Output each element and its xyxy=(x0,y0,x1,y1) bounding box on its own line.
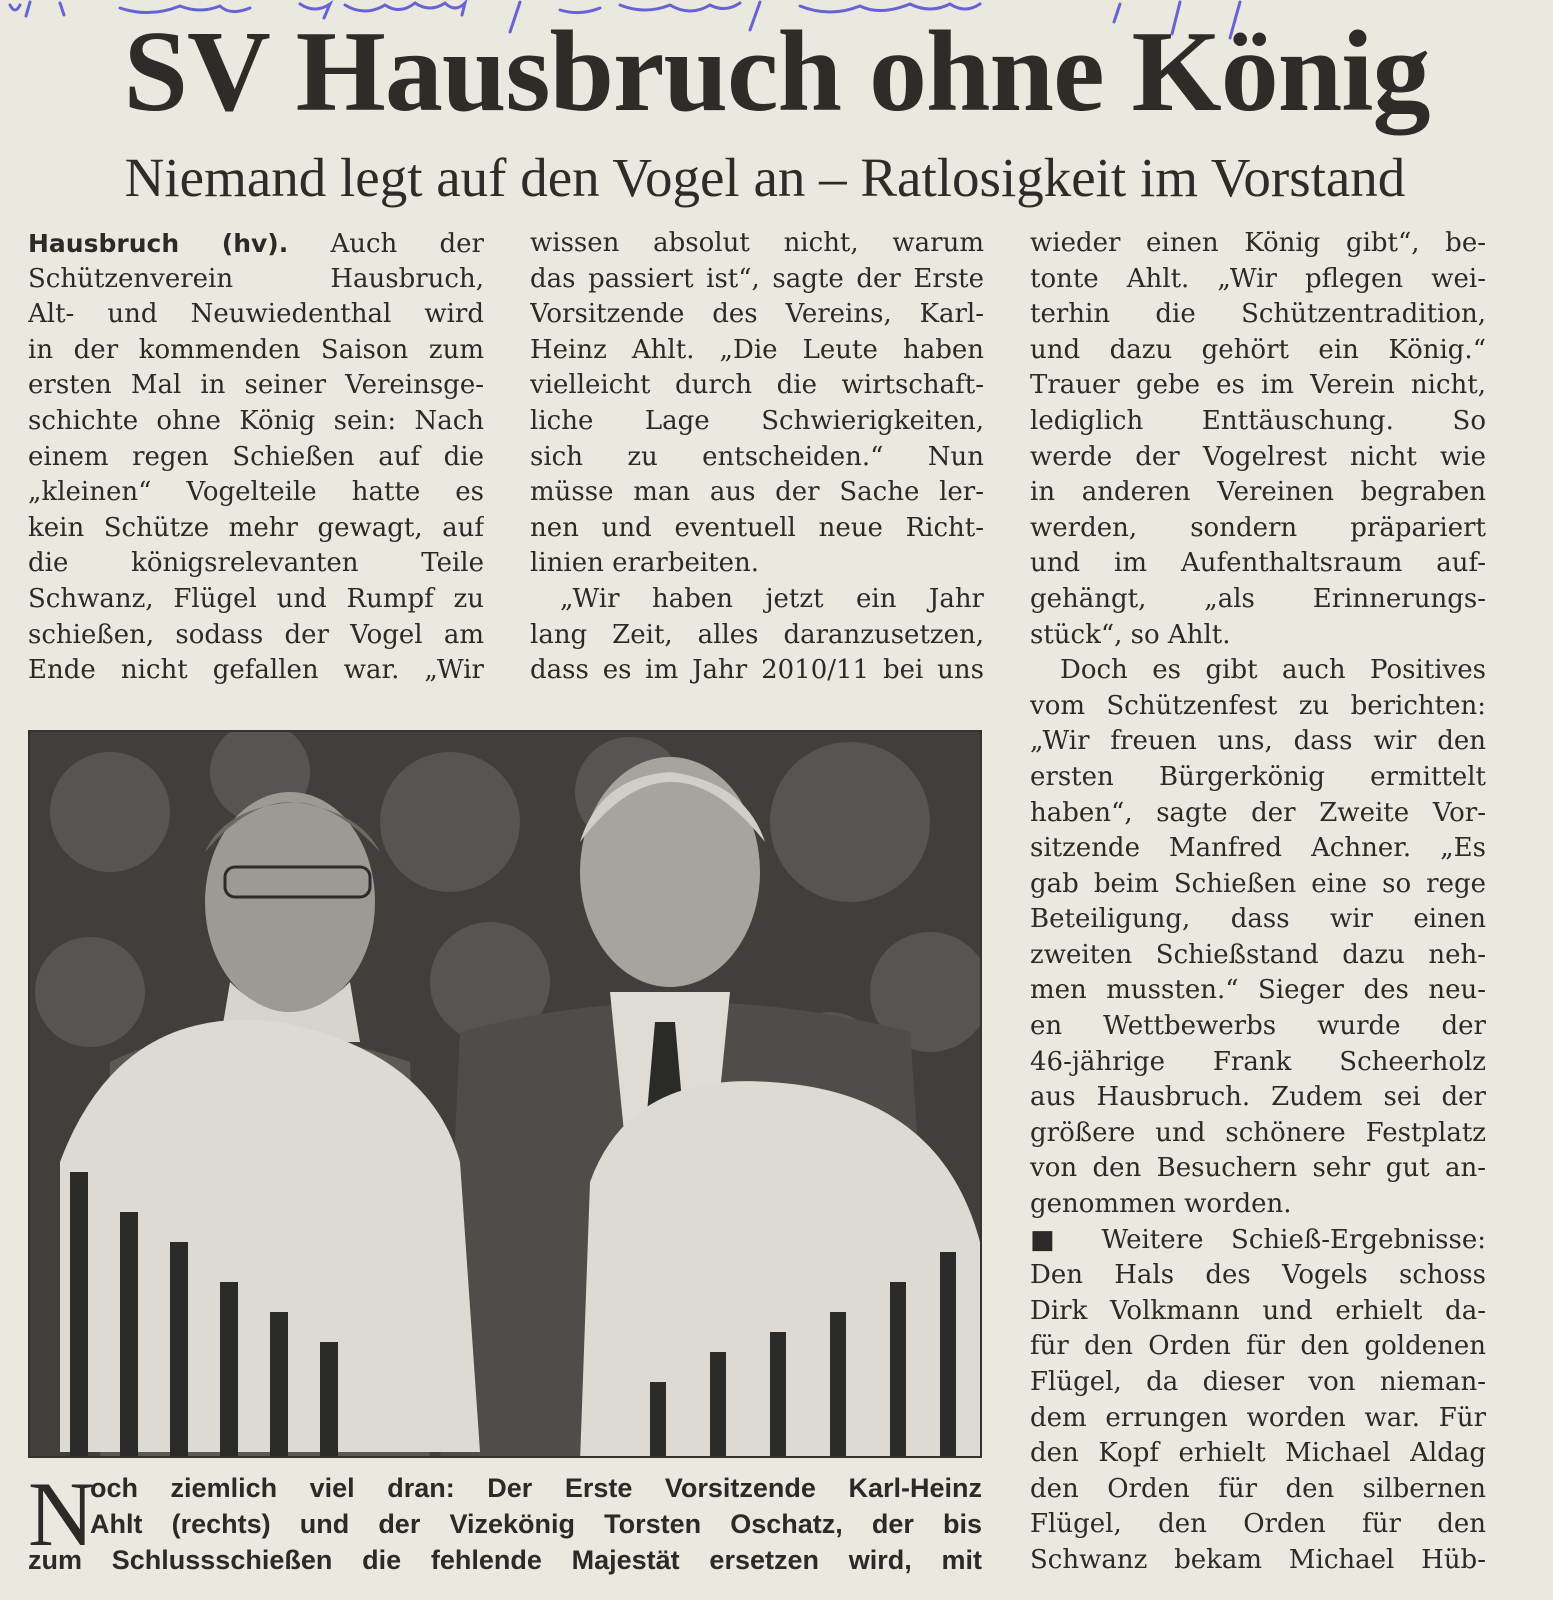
article-line: Trauer gebe es im Verein nicht, xyxy=(1030,370,1486,401)
article-line: dass es im Jahr 2010/11 bei uns xyxy=(530,655,984,686)
article-line: haben“, sagte der Zweite Vor- xyxy=(1030,797,1486,828)
article-line: Alt- und Neuwiedenthal wird xyxy=(28,299,484,330)
article-line: Schützenverein Hausbruch, xyxy=(28,263,484,294)
article-line: vom Schützenfest zu berichten: xyxy=(1030,690,1486,721)
article-line: schießen, sodass der Vogel am xyxy=(28,619,484,650)
article-line: dem errungen worden war. Für xyxy=(1030,1402,1486,1433)
article-line: terhin die Schützentradition, xyxy=(1030,299,1486,330)
article-line: größere und schönere Festplatz xyxy=(1030,1117,1486,1148)
article-line: Schwanz, Flügel und Rumpf zu xyxy=(28,583,484,614)
article-line: Heinz Ahlt. „Die Leute haben xyxy=(530,334,984,365)
article-line: „Wir haben jetzt ein Jahr xyxy=(560,583,984,614)
article-line: für den Orden für den goldenen xyxy=(1030,1331,1486,1362)
article-line: Doch es gibt auch Positives xyxy=(1060,655,1486,686)
article-line: den Orden für den silbernen xyxy=(1030,1473,1486,1504)
article-line: lang Zeit, alles daranzusetzen, xyxy=(530,619,984,650)
article-line: aus Hausbruch. Zudem sei der xyxy=(1030,1082,1486,1113)
article-line: den Kopf erhielt Michael Aldag xyxy=(1030,1438,1486,1469)
article-line: 46-jährige Frank Scheerholz xyxy=(1030,1046,1486,1077)
subheadline: Niemand legt auf den Vogel an – Ratlosigkeit im Vorstand xyxy=(124,147,1406,208)
article-line: en Wettbewerbs wurde der xyxy=(1030,1011,1486,1042)
article-line: werden, sondern präpariert xyxy=(1030,512,1486,543)
article-line: müsse man aus der Sache ler- xyxy=(530,477,984,508)
article-line: lediglich Enttäuschung. So xyxy=(1030,405,1486,436)
article-line: ■ Weitere Schieß-Ergebnisse: xyxy=(1030,1224,1486,1255)
article-line: „kleinen“ Vogelteile hatte es xyxy=(28,477,484,508)
article-line: nen und eventuell neue Richt- xyxy=(530,512,984,543)
article-line: Flügel, da dieser von nieman- xyxy=(1030,1367,1486,1397)
article-line: Ende nicht gefallen war. „Wir xyxy=(28,655,484,686)
article-line: ersten Bürgerkönig ermittelt xyxy=(1030,761,1486,792)
article-line: stück“, so Ahlt. xyxy=(1030,619,1231,650)
article-line: werde der Vogelrest nicht wie xyxy=(1030,441,1486,472)
article-line: liche Lage Schwierigkeiten, xyxy=(530,405,984,436)
article-line xyxy=(28,226,484,262)
article-line: wieder einen König gibt“, be- xyxy=(1030,228,1486,258)
article-column-1 xyxy=(28,226,484,689)
article-line: die königsrelevanten Teile xyxy=(28,548,484,579)
photo-two-men-with-bird-figures xyxy=(28,730,982,1458)
article-line: das passiert ist“, sagte der Erste xyxy=(530,263,984,294)
article-line: in der kommenden Saison zum xyxy=(28,334,484,365)
article-line: men mussten.“ Sieger des neu- xyxy=(1030,975,1486,1006)
article-line: Dirk Volkmann und erhielt da- xyxy=(1030,1295,1486,1326)
photo-caption xyxy=(28,1463,982,1578)
article-line: gab beim Schießen eine so rege xyxy=(1030,868,1486,899)
caption-line: zum Schlussschießen die fehlende Majestät ersetzen wird, mit xyxy=(28,1545,982,1575)
article-line: Schwanz bekam Michael Hüb- xyxy=(1030,1544,1486,1575)
article-line: Den Hals des Vogels schoss xyxy=(1030,1260,1486,1291)
article-line: und dazu gehört ein König.“ xyxy=(1030,334,1486,365)
article-line: sitzende Manfred Achner. „Es xyxy=(1030,833,1486,864)
article-line: schichte ohne König sein: Nach xyxy=(28,405,484,436)
dateline: Hausbruch (hv). xyxy=(28,229,289,258)
article-line: Vorsitzende des Vereins, Karl- xyxy=(530,299,984,330)
article-line: zweiten Schießstand dazu neh- xyxy=(1030,939,1486,970)
article-line: kein Schütze mehr gewagt, auf xyxy=(28,512,484,543)
caption-dropcap: N xyxy=(28,1463,95,1565)
article-line: linien erarbeiten. xyxy=(530,548,760,579)
caption-line: och ziemlich viel dran: Der Erste Vorsitzende Karl-Heinz xyxy=(90,1473,982,1503)
article-column-2 xyxy=(530,226,984,689)
article-line: und im Aufenthaltsraum auf- xyxy=(1030,548,1486,579)
article-text: Auch der xyxy=(330,229,484,259)
caption-line: Ahlt (rechts) und der Vizekönig Torsten Oschatz, der bis xyxy=(90,1509,982,1539)
article-line: gehängt, „als Erinnerungs- xyxy=(1030,583,1486,614)
article-line: Flügel, den Orden für den xyxy=(1030,1509,1486,1540)
article-line: einem regen Schießen auf die xyxy=(28,441,484,472)
article-line: ersten Mal in seiner Vereinsge- xyxy=(28,370,484,401)
article-line: sich zu entscheiden.“ Nun xyxy=(530,441,984,472)
article-line: genommen worden. xyxy=(1030,1189,1292,1220)
article-line: vielleicht durch die wirtschaft- xyxy=(530,370,984,401)
article-line: tonte Ahlt. „Wir pflegen wei- xyxy=(1030,263,1486,294)
article-line: in anderen Vereinen begraben xyxy=(1030,477,1486,508)
headline: SV Hausbruch ohne König xyxy=(123,8,1430,136)
article-line: wissen absolut nicht, warum xyxy=(530,228,984,258)
article-line: „Wir freuen uns, dass wir den xyxy=(1030,726,1486,757)
article-column-3 xyxy=(1030,226,1486,1579)
article-line: Beteiligung, dass wir einen xyxy=(1030,904,1486,935)
article-line: von den Besuchern sehr gut an- xyxy=(1030,1153,1486,1184)
